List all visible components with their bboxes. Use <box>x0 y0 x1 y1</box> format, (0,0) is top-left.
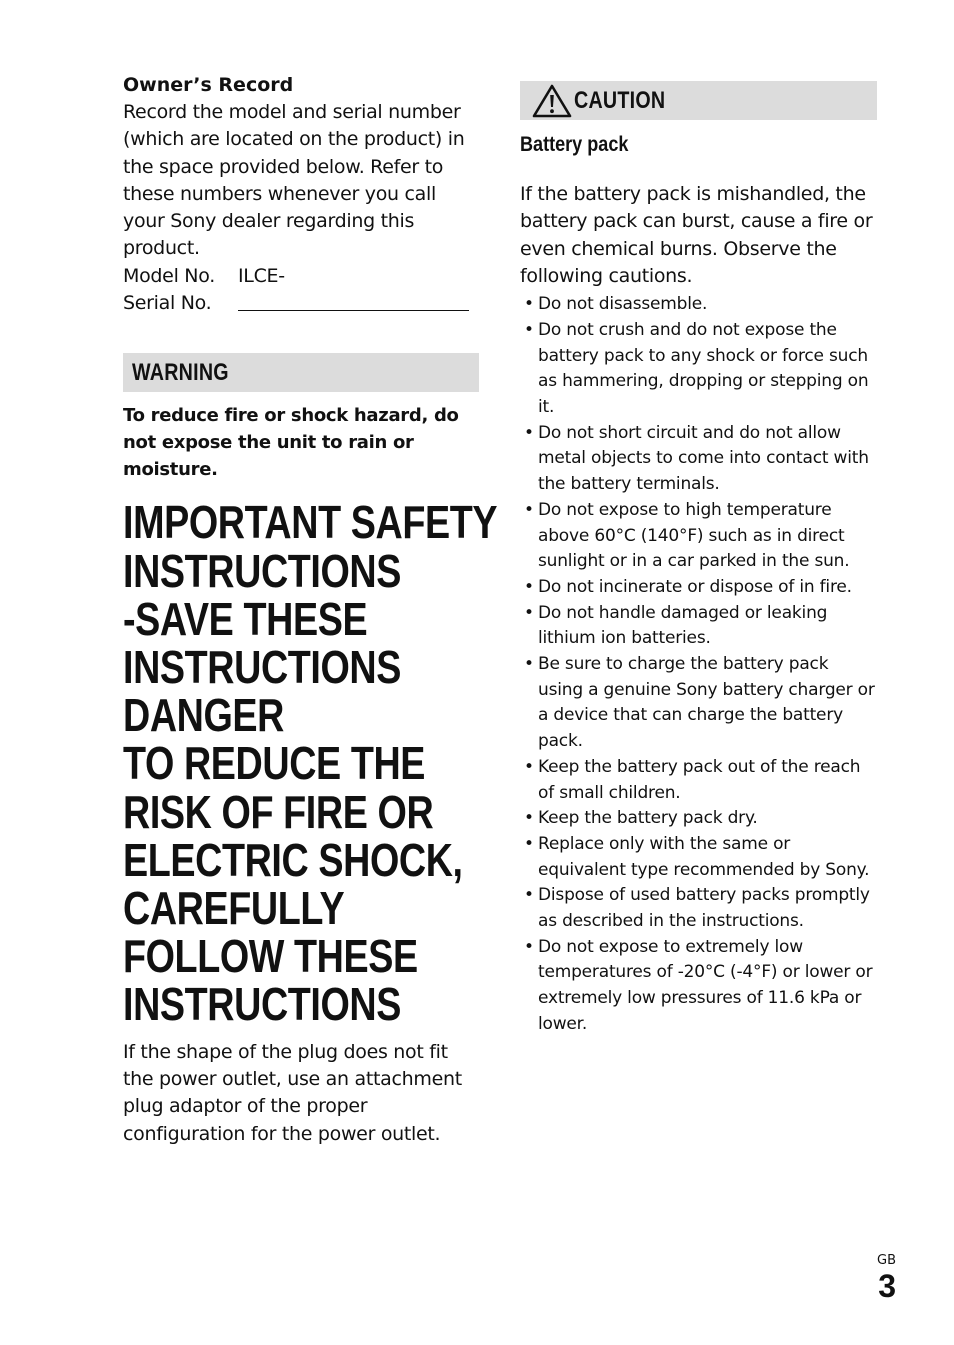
warning-text: To reduce fire or shock hazard, do not expose the unit to rain or moisture. <box>123 405 459 481</box>
warning-band <box>123 353 479 392</box>
caution-item-text: Dispose of used battery packs promptly as described in the instructions. <box>538 885 870 932</box>
model-number-row <box>123 263 479 290</box>
bullet-marker: • <box>524 294 534 315</box>
caution-list-item <box>520 498 877 575</box>
serial-number-row <box>123 290 479 319</box>
bullet-marker: • <box>524 499 534 520</box>
important-heading-line: INSTRUCTIONS <box>123 978 401 1031</box>
caution-item-text: Do not expose to extremely low temperatures of -20°C (-4°F) or lower or extremely low pressures of 11.6 kPa or lower. <box>538 936 873 1034</box>
battery-pack-heading: Battery pack <box>520 133 629 156</box>
important-heading-line: CAREFULLY <box>123 882 345 934</box>
important-heading-line: ELECTRIC SHOCK, <box>123 833 463 886</box>
page-number: 3 <box>878 1268 896 1304</box>
caution-item-text: Be sure to charge the battery pack using a genuine Sony battery charger or a device that can charge the battery pack. <box>538 654 875 752</box>
plug-adaptor-text: If the shape of the plug does not fit the power outlet, use an attachment plug adaptor of the proper configuration for the power outlet. <box>123 1040 462 1145</box>
caution-item-text: Do not disassemble. <box>538 294 708 315</box>
bullet-marker: • <box>524 576 534 597</box>
important-heading-line: RISK OF FIRE OR <box>123 785 434 838</box>
caution-item-text: Keep the battery pack dry. <box>538 808 758 829</box>
important-heading-line: FOLLOW THESE <box>123 930 418 983</box>
important-heading-line: INSTRUCTIONS <box>123 544 401 597</box>
model-number-value: ILCE- <box>238 264 285 287</box>
caution-list-item <box>520 318 877 421</box>
bullet-marker: • <box>524 602 534 623</box>
bullet-marker: • <box>524 808 534 829</box>
serial-number-line <box>238 290 469 311</box>
owners-record-body: Record the model and serial number (which are located on the product) in the space provided below. Refer to these numbers whenever you call your Sony dealer regarding this product. <box>123 101 465 260</box>
bullet-marker: • <box>524 936 534 957</box>
owners-record-title: Owner’s Record <box>123 74 294 96</box>
caution-item-text: Replace only with the same or equivalent type recommended by Sony. <box>538 833 870 880</box>
caution-list-item <box>520 832 877 883</box>
battery-pack-intro: If the battery pack is mishandled, the battery pack can burst, cause a fire or even chemical burns. Observe the following cautions. <box>520 183 873 287</box>
caution-item-text: Do not short circuit and do not allow metal objects to come into contact with the battery terminals. <box>538 422 869 495</box>
caution-item-text: Do not incinerate or dispose of in fire. <box>538 576 852 597</box>
caution-list-item <box>520 652 877 755</box>
bullet-marker: • <box>524 319 534 340</box>
important-heading-line: TO REDUCE THE <box>123 737 426 790</box>
caution-item-text: Do not handle damaged or leaking lithium ion batteries. <box>538 602 828 649</box>
important-heading-line: DANGER <box>123 689 285 742</box>
caution-list <box>520 292 877 1037</box>
important-safety-heading <box>123 496 498 1031</box>
left-column <box>123 72 498 1148</box>
caution-list-item <box>520 806 877 832</box>
important-heading-line: IMPORTANT SAFETY <box>123 496 498 549</box>
bullet-marker: • <box>524 756 534 777</box>
page-marker <box>877 1253 896 1303</box>
caution-item-text: Do not expose to high temperature above 60°C (140°F) such as in direct sunlight or in a car parked in the sun. <box>538 499 850 572</box>
warning-triangle-icon <box>532 84 572 118</box>
bullet-marker: • <box>524 654 534 675</box>
important-heading-line: -SAVE THESE <box>123 592 368 645</box>
caution-list-item <box>520 575 877 601</box>
caution-list-item <box>520 883 877 934</box>
serial-number-blank <box>238 290 479 319</box>
bullet-marker: • <box>524 885 534 906</box>
model-number-label: Model No. <box>123 264 215 287</box>
caution-list-item <box>520 601 877 652</box>
caution-list-item <box>520 755 877 806</box>
bullet-marker: • <box>524 833 534 854</box>
caution-item-text: Do not crush and do not expose the battery pack to any shock or force such as hammering, dropping or stepping on it. <box>538 319 869 417</box>
caution-list-item <box>520 292 877 318</box>
caution-list-item <box>520 421 877 498</box>
right-column <box>520 81 877 1038</box>
caution-label: CAUTION <box>574 86 666 114</box>
owners-record-section <box>123 72 479 319</box>
serial-number-label: Serial No. <box>123 292 212 315</box>
warning-label: WARNING <box>132 358 229 386</box>
caution-band <box>520 81 877 120</box>
bullet-marker: • <box>524 422 534 443</box>
page-language-code: GB <box>877 1253 896 1268</box>
caution-item-text: Keep the battery pack out of the reach of small children. <box>538 756 861 803</box>
caution-list-item <box>520 935 877 1038</box>
important-heading-line: INSTRUCTIONS <box>123 640 401 693</box>
